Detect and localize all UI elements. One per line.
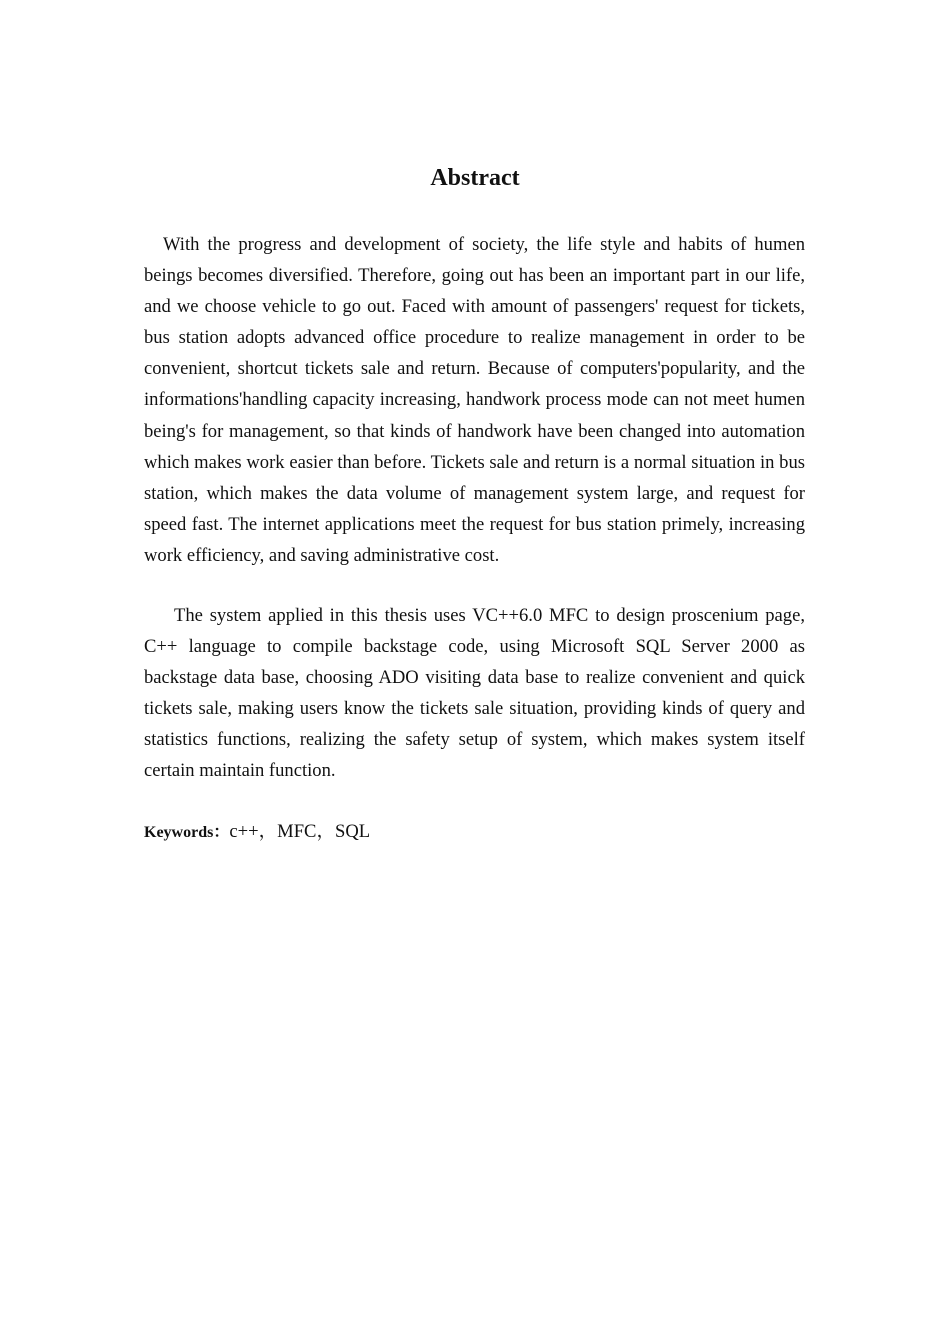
abstract-paragraph-2: The system applied in this thesis uses VC++6.0 MFC to design proscenium page, C++ language to compile backstage code, using Microsoft SQL Server 2000 as backstage data base, choosing ADO visiting data base to realize convenient and quick tickets sale, making users know the tickets sale situation, providing kinds of query and statistics functions, realizing the safety setup of system, which makes system itself certain maintain function. [144,605,805,782]
keywords-value: c++，MFC，SQL [229,821,371,842]
page-title: Abstract [430,165,520,191]
abstract-paragraph-1: With the progress and development of society, the life style and habits of humen beings becomes diversified. Therefore, going out has been an important part in our life, and we choose vehicle to go out. Faced with amount of passengers' request for tickets, bus station adopts advanced office procedure to realize management in order to be convenient, shortcut tickets sale and return. Because of computers'popularity, and the informations'handling capacity increasing, handwork process mode can not meet humen being's for management, so that kinds of handwork have been changed into automation which makes work easier than before. Tickets sale and return is a normal situation in bus station, which makes the data volume of management system large, and request for speed fast. The internet applications meet the request for bus station primely, increasing work efficiency, and saving administrative cost. [144,234,805,566]
keywords-label: Keywords： [144,824,230,841]
keywords-line [144,818,370,847]
